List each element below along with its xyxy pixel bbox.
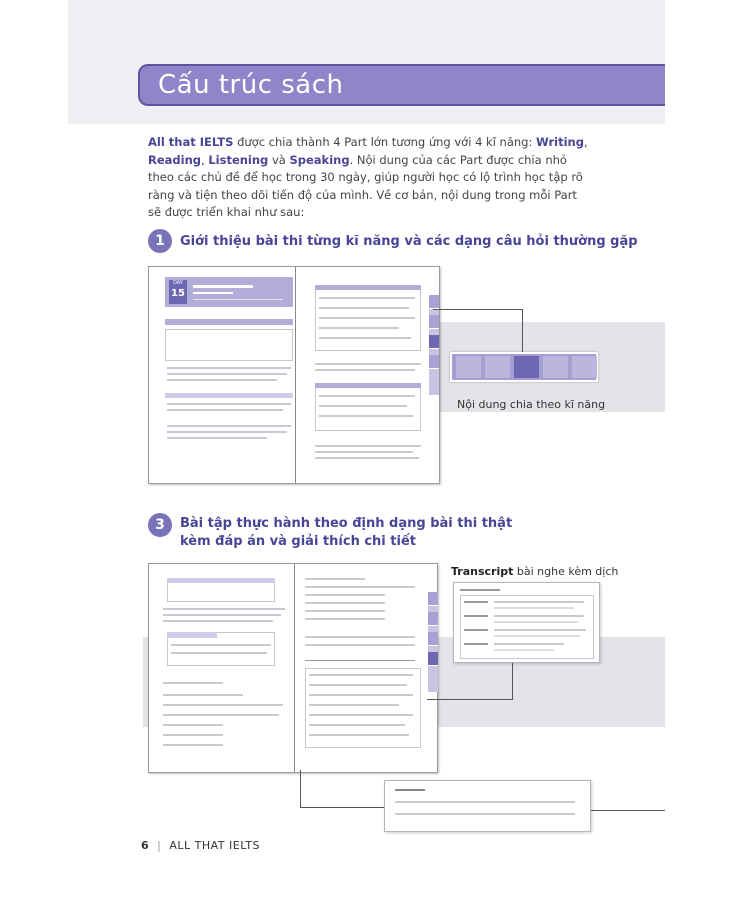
skill-listening: Listening — [208, 152, 269, 167]
intro-paragraph — [148, 134, 588, 222]
intro-and: và — [268, 152, 290, 167]
intro-sep-1: , — [583, 135, 588, 149]
connector-2 — [512, 663, 513, 699]
connector-1 — [433, 309, 523, 310]
section-3-title-line1: Bài tập thực hành theo định dạng bài thi thật — [180, 516, 513, 531]
section-3-number: 3 — [148, 513, 172, 537]
book-name: All that IELTS — [148, 135, 234, 149]
transcript-label: Transcript — [451, 565, 514, 578]
intro-sep-2: , — [201, 152, 209, 167]
day-number: 15 — [171, 288, 185, 299]
book-spread-1 — [148, 266, 440, 484]
transcript-caption — [451, 565, 618, 578]
transcript-zoom — [453, 582, 600, 663]
page-footer: 6 | ALL THAT IELTS — [141, 839, 261, 852]
connector-3 — [300, 770, 301, 808]
skill-writing: Writing — [536, 135, 584, 149]
skill-tabs-zoom — [450, 352, 598, 382]
skill-speaking: Speaking — [289, 152, 350, 167]
section-1-number: 1 — [148, 229, 172, 253]
section-title-bar — [138, 64, 665, 106]
day-label: DAY — [173, 280, 183, 286]
answers-zoom — [384, 780, 591, 832]
skill-reading: Reading — [148, 152, 202, 167]
intro-text-2: . Nội dung của các Part được chia nhỏ theo các chủ đề để học trong 30 ngày, giúp người học có lộ trình học tập rõ ràng và tiện theo dõi tiến độ của mình. Về cơ bản, nội dung trong mỗi Part sẽ được triển khai như sau: — [148, 152, 583, 219]
transcript-rest: bài nghe kèm dịch — [513, 565, 619, 578]
book-spread-2 — [148, 563, 438, 773]
book-title-footer: ALL THAT IELTS — [169, 839, 261, 852]
section-1-title: Giới thiệu bài thi từng kĩ năng và các dạng câu hỏi thường gặp — [180, 234, 638, 249]
intro-text-1: được chia thành 4 Part lớn tương ứng với 4 kĩ năng: — [233, 135, 537, 149]
skills-tab-caption: Nội dung chia theo kĩ năng — [457, 398, 606, 411]
day-banner — [165, 277, 293, 307]
page-title: Cấu trúc sách — [158, 70, 344, 100]
section-3-title-line2: kèm đáp án và giải thích chi tiết — [180, 534, 416, 549]
page-number: 6 — [141, 839, 150, 852]
